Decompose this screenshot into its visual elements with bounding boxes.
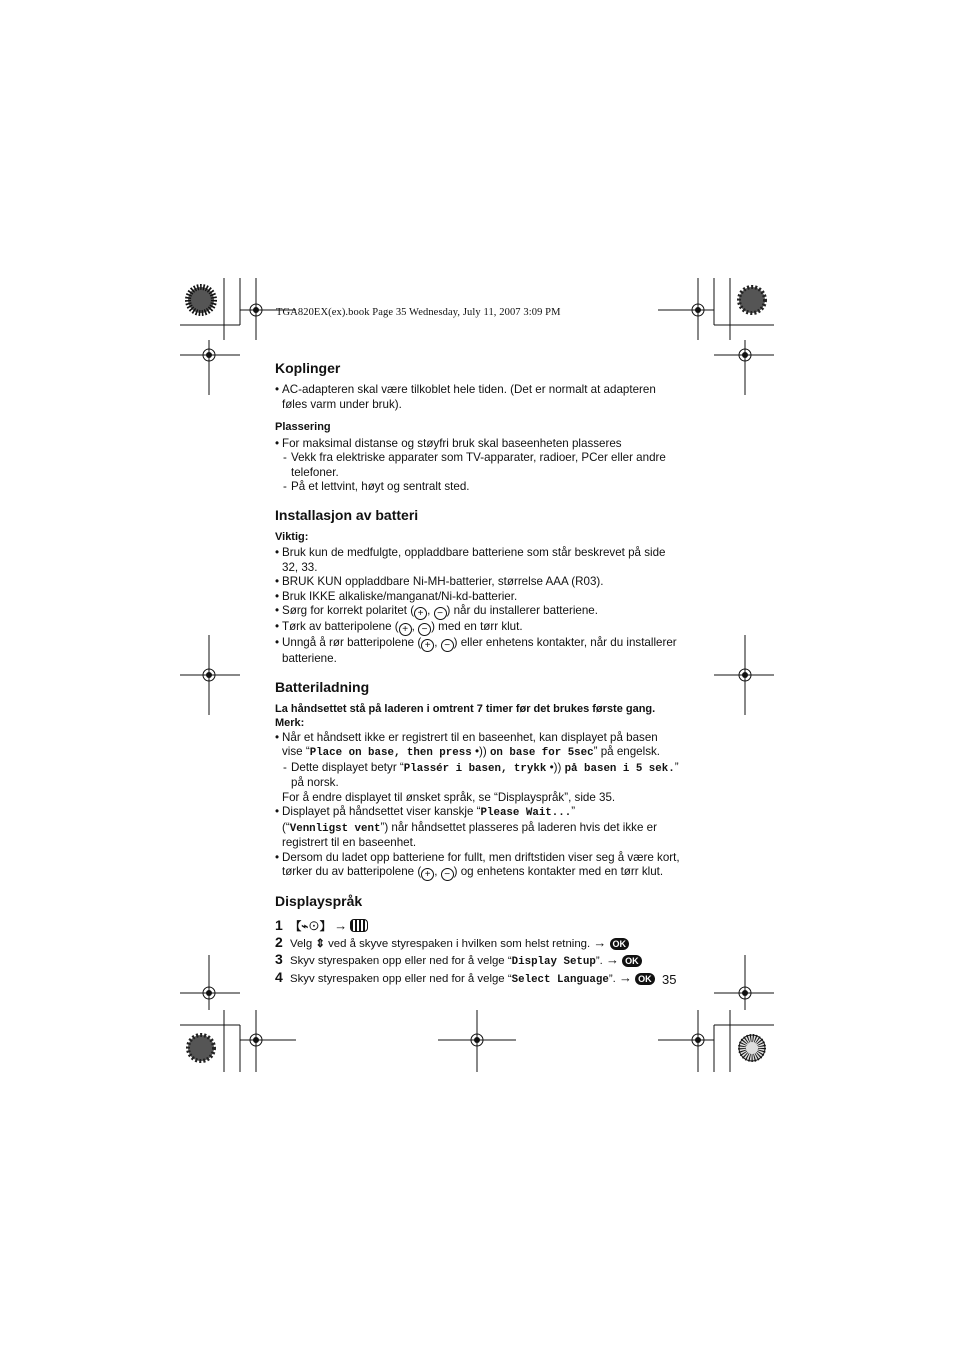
minus-pole-icon: − [441, 639, 454, 652]
step-2 [275, 935, 680, 952]
print-header: TGA820EX(ex).book Page 35 Wednesday, July 11, 2007 3:09 PM [276, 307, 561, 318]
display-text: Vennligst vent [289, 822, 381, 835]
heading-batteri: Installasjon av batteri [275, 506, 419, 523]
plus-pole-icon: + [399, 623, 412, 636]
step-number: 1 [275, 917, 283, 933]
intercom-icon: •)) [474, 745, 487, 758]
step-number: 3 [275, 951, 283, 967]
display-text: Plassér i basen, trykk [403, 762, 547, 775]
list-item: • AC-adapteren skal være tilkoblet hele tiden. (Det er normalt at adapteren føles varm under bruk). [275, 383, 680, 412]
step-3: 3 Skyv styrespaken opp eller ned for å velge “Display Setup”. → OK [275, 952, 680, 970]
plus-pole-icon: + [421, 639, 434, 652]
list-subitem: - På et lettvint, høyt og sentralt sted. [283, 480, 470, 493]
ok-key-icon: OK [622, 955, 642, 967]
heading-lading: Batteriladning [275, 678, 370, 695]
display-text: Select Language [511, 974, 609, 986]
text: Når et håndsett ikke er registrert til en baseenhet, kan displayet på basen vise [282, 730, 658, 758]
joystick-icon: ⇕ [315, 938, 325, 950]
text: ) eller enhetens kontakter, når du installerer batteriene. [282, 636, 677, 665]
text: ) og enhetens kontakter med en tørr klut. [453, 865, 664, 878]
plus-pole-icon: + [414, 607, 427, 620]
text: Displayet på håndsettet viser kanskje [282, 805, 474, 818]
list-subitem: - Dette displayet betyr “Plassér i basen, trykk •)) på basen i 5 sek.” på norsk. [283, 760, 679, 789]
step-number: 4 [275, 969, 283, 985]
text: på norsk. [291, 776, 339, 789]
subheading-viktig: Viktig: [275, 530, 309, 543]
text: Skyv styrespaken opp eller ned for å velge [290, 955, 505, 967]
text: Sørg for korrekt polaritet ( [282, 604, 415, 617]
page-number: 35 [662, 972, 677, 987]
lading-notice: La håndsettet stå på laderen i omtrent 7 timer før det brukes første gang. [275, 702, 656, 715]
list-item: • Når et håndsett ikke er registrert til en baseenhet, kan displayet på basen vise “Place on base, then press •)) on base for 5sec” på engelsk. [275, 731, 680, 761]
section-batteri [275, 507, 680, 667]
section-koplinger [275, 360, 680, 495]
list-item: • Bruk kun de medfulgte, oppladdbare batteriene som står beskrevet på side 32, 33. [275, 546, 680, 575]
section-display [275, 893, 680, 988]
steps-list [275, 918, 680, 988]
minus-pole-icon: − [418, 623, 431, 636]
text: Dette displayet betyr [291, 760, 397, 774]
list-item: • Unngå å rør batteripolene ( + , − ) eller enhetens kontakter, når du installerer batteriene. [275, 636, 680, 667]
display-text: on base for 5sec [489, 747, 594, 759]
text: Velg [290, 938, 313, 950]
menu-key-icon [350, 919, 368, 932]
step-4: 4 Skyv styrespaken opp eller ned for å velge “Select Language”. → OK [275, 970, 680, 988]
text: Skyv styrespaken opp eller ned for å velge [290, 973, 505, 985]
arrow-icon: → [593, 935, 607, 950]
note-text: For å endre displayet til ønsket språk, se “Displayspråk”, side 35. [282, 790, 616, 804]
list-item: • Dersom du ladet opp batteriene for fullt, men driftstiden viser seg å være kort, tørker du av batteripolene ( + , − ) og enhetens kontakter med en tørr klut. [275, 851, 680, 882]
display-text: Please Wait... [480, 807, 572, 819]
text: Dersom du ladet opp batteriene for fullt, men driftstiden viser seg å være kort, tørker du av batteripolene ( [282, 850, 680, 878]
text: ) med en tørr klut. [431, 620, 523, 633]
text: ) når håndsettet plasseres på laderen hvis det ikke er registrert til en baseenhet. [282, 820, 657, 849]
ok-key-icon: OK [635, 973, 655, 985]
step-1 [275, 918, 680, 935]
text: Tørk av batteripolene ( [282, 620, 399, 633]
list-item: • Sørg for korrekt polaritet ( + , − ) når du installerer batteriene. [275, 604, 680, 620]
text: ) når du installerer batteriene. [446, 604, 598, 617]
off-key-icon: 【⌁⊙】 [290, 921, 332, 933]
text: Unngå å rør batteripolene ( [282, 636, 422, 649]
list-item: • BRUK KUN oppladdbare Ni-MH-batterier, størrelse AAA (R03). [275, 575, 680, 590]
minus-pole-icon: − [441, 868, 454, 881]
display-text: på basen i 5 sek. [564, 762, 675, 775]
step-number: 2 [275, 934, 283, 950]
display-text: Display Setup [511, 956, 596, 968]
list-subitem: - Vekk fra elektriske apparater som TV-apparater, radioer, PCer eller andre telefoner. [283, 451, 666, 479]
list-item: • Bruk IKKE alkaliske/manganat/Ni-kd-batterier. [275, 590, 680, 605]
text: på engelsk. [600, 745, 661, 758]
arrow-icon: → [618, 970, 632, 985]
intercom-icon: •)) [549, 760, 562, 774]
page-content [275, 360, 680, 1000]
list-subitem-text: Vekk fra elektriske apparater som TV-apparater, radioer, PCer eller andre telefoner. [291, 451, 666, 479]
ok-key-icon: OK [610, 938, 630, 950]
section-lading [275, 679, 680, 882]
minus-pole-icon: − [434, 607, 447, 620]
subheading-merk: Merk: [275, 717, 305, 729]
plus-pole-icon: + [421, 868, 434, 881]
arrow-icon: → [605, 952, 619, 967]
heading-koplinger: Koplinger [275, 360, 341, 376]
list-subitem-text: På et lettvint, høyt og sentralt sted. [291, 480, 470, 493]
display-text: Place on base, then press [309, 747, 472, 759]
list-item: • Tørk av batteripolene ( + , − ) med en tørr klut. [275, 620, 680, 636]
arrow-icon: → [334, 918, 348, 933]
heading-display: Displayspråk [275, 893, 363, 909]
list-item: • Displayet på håndsettet viser kanskje “Please Wait...” (“Vennligst vent”) når håndsettet plasseres på laderen hvis det ikke er registrert til en baseenhet. [275, 805, 680, 851]
list-item: • For maksimal distanse og støyfri bruk skal baseenheten plasseres [275, 437, 680, 452]
subheading-plassering: Plassering [275, 421, 331, 433]
text: ved å skyve styrespaken i hvilken som helst retning. [328, 938, 591, 950]
